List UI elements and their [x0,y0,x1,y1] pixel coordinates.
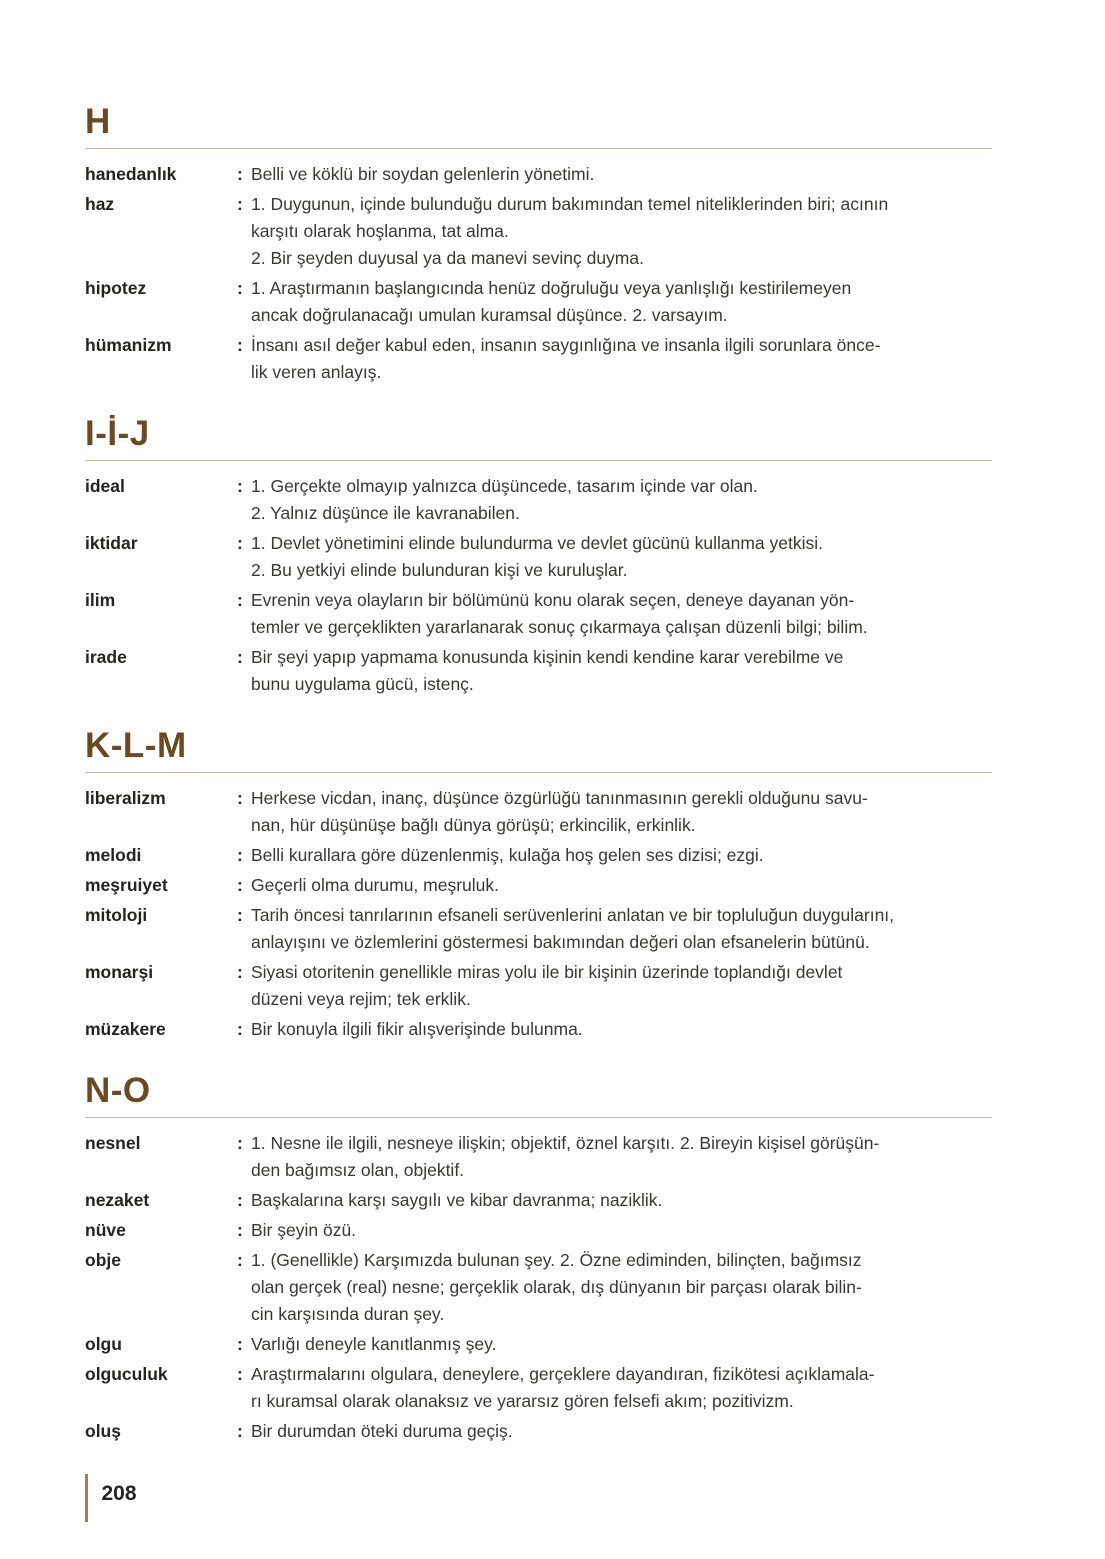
section-heading: I-İ-J [85,414,150,453]
glossary-entry [85,191,992,272]
glossary-entry [85,959,992,1013]
entry-definition [251,191,992,272]
definition-colon: : [237,875,243,895]
definition-colon: : [237,533,243,553]
definition-colon: : [237,335,243,355]
entry-term: hümanizm [85,335,172,355]
definition-line: ancak doğrulanacağı umulan kuramsal düşünce. 2. varsayım. [251,305,728,325]
glossary-entry [85,275,992,329]
definition-colon: : [237,905,243,925]
entry-definition [251,1016,992,1043]
entry-term: nesnel [85,1133,141,1153]
definition-line: Belli kurallara göre düzenlenmiş, kulağa hoş gelen ses dizisi; ezgi. [251,845,764,865]
glossary-entry [85,1130,992,1184]
glossary-entry [85,587,992,641]
entry-definition [251,1130,992,1184]
section-divider [85,460,992,461]
entry-term: liberalizm [85,788,166,808]
entry-definition [251,587,992,641]
glossary-entry [85,530,992,584]
definition-colon: : [237,278,243,298]
entry-term: ideal [85,476,125,496]
entry-definition [251,842,992,869]
definition-colon: : [237,1019,243,1039]
definition-colon: : [237,476,243,496]
section-divider [85,148,992,149]
glossary-entry [85,161,992,188]
glossary-sections [85,104,992,1445]
definition-line: temler ve gerçeklikten yararlanarak sonuç çıkarmaya çalışan düzenli bilgi; bilim. [251,617,868,637]
entry-term: olgu [85,1334,122,1354]
entry-definition [251,275,992,329]
definition-line: Bir konuyla ilgili fikir alışverişinde bulunma. [251,1019,583,1039]
definition-line: Belli ve köklü bir soydan gelenlerin yönetimi. [251,164,595,184]
section-divider [85,1117,992,1118]
entry-definition [251,332,992,386]
entry-term: monarşi [85,962,154,982]
entry-definition [251,1187,992,1214]
definition-line: Geçerli olma durumu, meşruluk. [251,875,499,895]
definition-line: nan, hür düşünüşe bağlı dünya görüşü; erkincilik, erkinlik. [251,815,696,835]
definition-line: 1. Duygunun, içinde bulunduğu durum bakımından temel niteliklerinden biri; acının [251,194,889,214]
definition-line: den bağımsız olan, objektif. [251,1160,465,1180]
glossary-entry [85,644,992,698]
page-number: 208 [101,1482,137,1505]
definition-line: Evrenin veya olayların bir bölümünü konu olarak seçen, deneye dayanan yön- [251,590,855,610]
definition-line: Bir şeyi yapıp yapmama konusunda kişinin kendi kendine karar verebilme ve [251,647,844,667]
definition-line: 1. Gerçekte olmayıp yalnızca düşüncede, tasarım içinde var olan. [251,476,758,496]
glossary-entry [85,785,992,839]
entry-term: nezaket [85,1190,150,1210]
entry-term: müzakere [85,1019,166,1039]
definition-colon: : [237,590,243,610]
entry-definition [251,644,992,698]
definition-line: 2. Bir şeyden duyusal ya da manevi sevinç duyma. [251,248,644,268]
entry-term: melodi [85,845,142,865]
glossary-entry [85,1217,992,1244]
definition-colon: : [237,845,243,865]
entry-term: haz [85,194,115,214]
entry-definition [251,530,992,584]
entry-definition [251,1247,992,1328]
definition-colon: : [237,164,243,184]
entry-definition [251,473,992,527]
glossary-entry [85,1247,992,1328]
section-divider [85,772,992,773]
section-heading: H [85,102,111,141]
definition-line: cin karşısında duran şey. [251,1304,445,1324]
definition-line: 2. Bu yetkiyi elinde bulunduran kişi ve kuruluşlar. [251,560,628,580]
definition-colon: : [237,1421,243,1441]
entry-term: mitoloji [85,905,148,925]
footer-rule [85,1474,88,1522]
entry-definition [251,1217,992,1244]
definition-line: düzeni veya rejim; tek erklik. [251,989,471,1009]
entry-term: oluş [85,1421,121,1441]
definition-line: 1. Devlet yönetimini elinde bulundurma ve devlet gücünü kullanma yetkisi. [251,533,823,553]
entry-definition [251,1418,992,1445]
definition-line: bunu uygulama gücü, istenç. [251,674,474,694]
glossary-entry [85,1361,992,1415]
definition-colon: : [237,1190,243,1210]
entry-definition [251,872,992,899]
glossary-entry [85,473,992,527]
entry-term: meşruiyet [85,875,168,895]
entry-term: iktidar [85,533,138,553]
definition-colon: : [237,1334,243,1354]
definition-line: 1. Araştırmanın başlangıcında henüz doğruluğu veya yanlışlığı kestirilemeyen [251,278,852,298]
glossary-entry [85,1331,992,1358]
glossary-entry [85,842,992,869]
glossary-entry [85,902,992,956]
entry-term: irade [85,647,127,667]
definition-line: 1. Nesne ile ilgili, nesneye ilişkin; objektif, öznel karşıtı. 2. Bireyin kişisel görüşün- [251,1133,880,1153]
section-entries [85,473,992,698]
entry-term: obje [85,1250,121,1270]
entry-term: olguculuk [85,1364,168,1384]
entry-definition [251,1331,992,1358]
definition-colon: : [237,1133,243,1153]
definition-line: karşıtı olarak hoşlanma, tat alma. [251,221,509,241]
page-footer [85,1474,137,1522]
glossary-entry [85,1418,992,1445]
entry-definition [251,902,992,956]
definition-colon: : [237,962,243,982]
definition-line: 1. (Genellikle) Karşımızda bulunan şey. 2. Özne ediminden, bilinçten, bağımsız [251,1250,862,1270]
definition-line: Tarih öncesi tanrılarının efsaneli serüvenlerini anlatan ve bir topluluğun duygularını, [251,905,895,925]
glossary-section [85,728,992,1043]
definition-line: olan gerçek (real) nesne; gerçeklik olarak, dış dünyanın bir parçası olarak bilin- [251,1277,862,1297]
entry-definition [251,1361,992,1415]
definition-colon: : [237,1364,243,1384]
definition-line: İnsanı asıl değer kabul eden, insanın saygınlığına ve insanla ilgili sorunlara önce- [251,335,881,355]
glossary-entry [85,1016,992,1043]
definition-line: 2. Yalnız düşünce ile kavranabilen. [251,503,520,523]
section-heading: K-L-M [85,726,187,765]
definition-colon: : [237,788,243,808]
definition-line: Siyasi otoritenin genellikle miras yolu ile bir kişinin üzerinde toplandığı devlet [251,962,843,982]
definition-line: rı kuramsal olarak olanaksız ve yararsız gören felsefi akım; pozitivizm. [251,1391,794,1411]
definition-line: Bir durumdan öteki duruma geçiş. [251,1421,513,1441]
definition-colon: : [237,647,243,667]
definition-line: Araştırmalarını olgulara, deneylere, gerçeklere dayandıran, fizikötesi açıklamala- [251,1364,875,1384]
definition-line: Başkalarına karşı saygılı ve kibar davranma; naziklik. [251,1190,663,1210]
entry-term: hanedanlık [85,164,177,184]
section-heading: N-O [85,1071,151,1110]
definition-colon: : [237,1220,243,1240]
glossary-section [85,1073,992,1445]
glossary-entry [85,872,992,899]
definition-colon: : [237,1250,243,1270]
section-entries [85,785,992,1043]
entry-definition [251,161,992,188]
definition-line: Bir şeyin özü. [251,1220,357,1240]
entry-definition [251,785,992,839]
glossary-entry [85,332,992,386]
definition-line: Herkese vicdan, inanç, düşünce özgürlüğü tanınmasının gerekli olduğunu savu- [251,788,868,808]
glossary-section [85,104,992,386]
glossary-entry [85,1187,992,1214]
entry-term: ilim [85,590,116,610]
definition-line: lik veren anlayış. [251,362,382,382]
section-entries [85,1130,992,1445]
glossary-section [85,416,992,698]
definition-colon: : [237,194,243,214]
definition-line: Varlığı deneyle kanıtlanmış şey. [251,1334,497,1354]
definition-line: anlayışını ve özlemlerini göstermesi bakımından değeri olan efsanelerin bütünü. [251,932,870,952]
entry-term: hipotez [85,278,147,298]
entry-term: nüve [85,1220,126,1240]
section-entries [85,161,992,386]
entry-definition [251,959,992,1013]
